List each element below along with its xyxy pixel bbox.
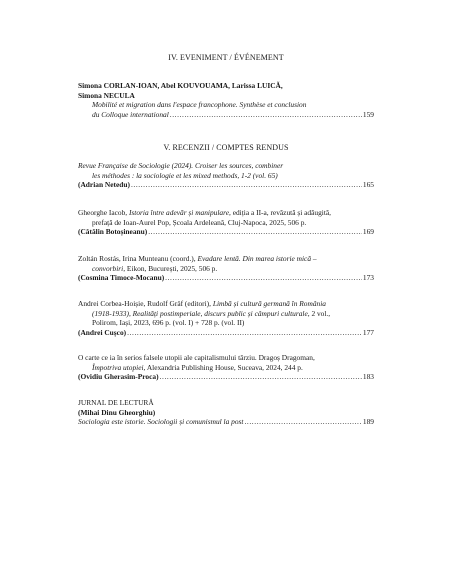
- toc-entry-event: [78, 81, 374, 119]
- entry-reviewer: (Ovidiu Gherasim-Proca): [78, 372, 159, 382]
- entry-authors-cont: Simona NECULA: [78, 90, 135, 100]
- page-number: 159: [362, 109, 374, 119]
- section-v-title: V. RECENZII / COMPTES RENDUS: [163, 143, 289, 152]
- toc-entry-review-2: [78, 208, 374, 237]
- journal-author: (Mihai Dinu Gheorghiu): [78, 407, 156, 417]
- entry-reviewer: (Andrei Cușco): [78, 327, 127, 337]
- dot-leader: [244, 417, 361, 427]
- entry-book-title: Istoria între adevăr și manipulare: [128, 208, 230, 217]
- entry-book-title-cont: convorbiri: [92, 263, 124, 273]
- entry-author: Zoltán Rostás, Irina Munteanu (coord.),: [78, 254, 198, 263]
- entry-title: Revue Française de Sociologie (2024). Croiser les sources, combiner: [78, 161, 284, 170]
- page-number: 177: [362, 327, 374, 337]
- toc-entry-review-3: [78, 254, 374, 283]
- toc-entry-journal: [78, 398, 374, 427]
- entry-book-title: Împotriva utopiei: [92, 362, 144, 372]
- entry-publisher: , Alexandria Publishing House, Suceava, 2024, 244 p.: [143, 362, 303, 372]
- entry-title: Mobilité et migration dans l'espace francophone. Synthèse et conclusion: [92, 100, 307, 110]
- page-number: 165: [362, 180, 374, 190]
- toc-entry-review-5: [78, 353, 374, 382]
- toc-entry-review-1: [78, 161, 374, 190]
- section-iv-title: IV. EVENIMENT / ÉVÉNEMENT: [168, 53, 284, 62]
- toc-entry-review-4: [78, 299, 374, 337]
- entry-book-title: Limbă și cultură germană în România: [212, 299, 326, 308]
- entry-reviewer: (Adrian Netedu): [78, 180, 130, 190]
- entry-publisher: prefață de Ioan-Aurel Pop, Școala Ardeleană, Cluj-Napoca, 2025, 506 p.: [92, 217, 307, 227]
- entry-title-cont: les méthodes : la sociologie et les mixed methods, 1-2 (vol. 65): [92, 170, 278, 180]
- page-number: 189: [362, 417, 374, 427]
- entry-reviewer: (Cosmina Timoce-Mocanu): [78, 273, 165, 283]
- journal-entry-title: Sociologia este istorie. Sociologii și comunismul la post: [78, 417, 244, 427]
- entry-publisher: , Eikon, București, 2025, 506 p.: [123, 263, 218, 273]
- entry-title: O carte ce ia în serios falsele utopii ale capitalismului târziu. Dragoș Dragoman,: [78, 353, 315, 362]
- entry-authors: Simona CORLAN-IOAN, Abel KOUVOUAMA, Larissa LUICĂ,: [78, 81, 283, 90]
- dot-leader: [127, 328, 362, 338]
- page-number: 173: [362, 273, 374, 283]
- entry-author: Gheorghe Iacob,: [78, 208, 129, 217]
- journal-title: JURNAL DE LECTURĂ: [78, 398, 154, 407]
- page-number: 183: [362, 372, 374, 382]
- entry-book-title-cont: (1918-1933), Realități postimperiale, discurs public și câmpuri culturale: [92, 308, 308, 318]
- entry-title-cont: du Colloque international: [92, 109, 169, 119]
- dot-leader: [165, 273, 362, 283]
- page-number: 169: [362, 227, 374, 237]
- entry-details: , ediția a II-a, revăzută și adăugită,: [229, 208, 331, 217]
- entry-author: Andrei Corbea-Hoișie, Rudolf Gräf (editori),: [78, 299, 213, 308]
- dot-leader: [131, 180, 362, 190]
- entry-book-title: Evadare lentă. Din marea istorie mică –: [197, 254, 317, 263]
- dot-leader: [160, 372, 362, 382]
- entry-reviewer: (Cătălin Botoșineanu): [78, 227, 148, 237]
- dot-leader: [148, 227, 362, 237]
- dot-leader: [170, 110, 362, 120]
- entry-details: , 2 vol.,: [307, 308, 331, 318]
- entry-publisher: Polirom, Iași, 2023, 696 p. (vol. I) + 728 p. (vol. II): [92, 318, 245, 328]
